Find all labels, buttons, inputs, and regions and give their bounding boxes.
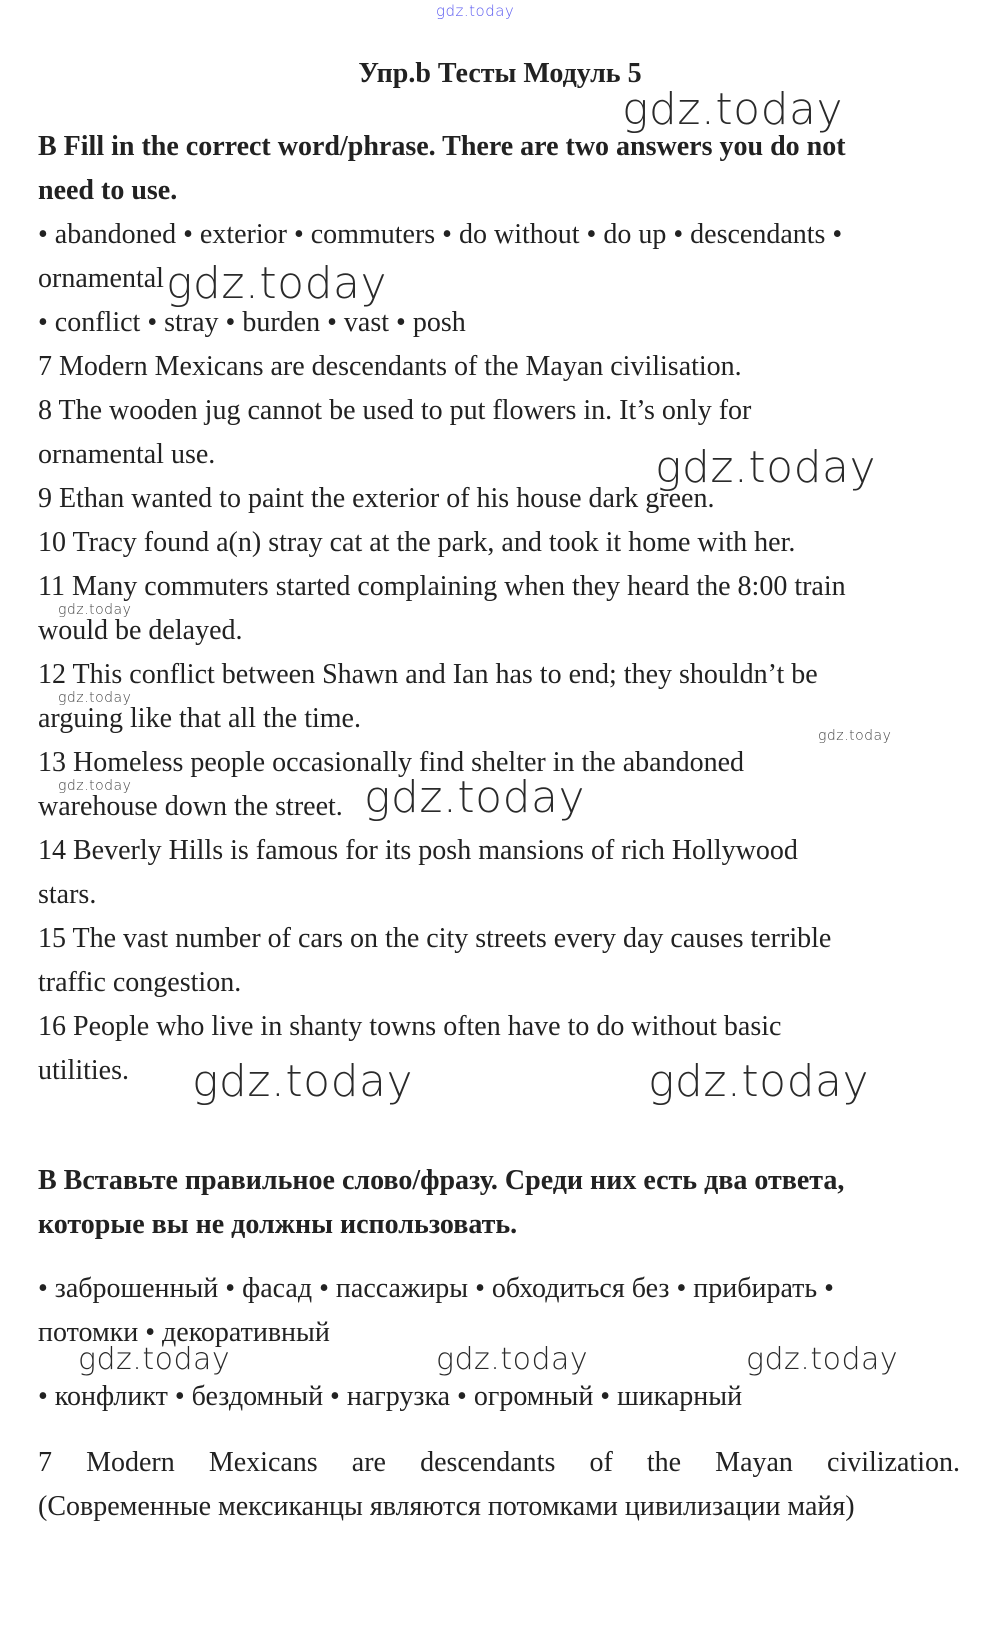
answer-line-ru: 7 Modern Mexicans are descendants of the Mayan civilization.	[38, 1447, 960, 1478]
word-bank: • conflict • stray • burden • vast • posh	[38, 307, 466, 338]
watermark: gdz.today	[818, 728, 892, 744]
page-title: Упр.b Тесты Модуль 5	[358, 58, 642, 89]
watermark-top: gdz.today	[436, 2, 515, 20]
watermark: gdz.today	[648, 1056, 870, 1107]
answer-line: warehouse down the street.	[38, 791, 343, 822]
watermark: gdz.today	[58, 602, 132, 618]
word-bank: • abandoned • exterior • commuters • do without • do up • descendants •	[38, 219, 843, 250]
answer-line: 13 Homeless people occasionally find shelter in the abandoned	[38, 747, 745, 778]
answer-line: utilities.	[38, 1055, 129, 1086]
exercise-heading-ru: B Вставьте правильное слово/фразу. Среди них есть два ответа,	[38, 1165, 845, 1196]
word-bank: ornamental	[38, 263, 164, 294]
answer-line: 10 Tracy found a(n) stray cat at the park, and took it home with her.	[38, 527, 796, 558]
answer-line: 9 Ethan wanted to paint the exterior of his house dark green.	[38, 483, 715, 514]
answer-line: 12 This conflict between Shawn and Ian has to end; they shouldn’t be	[38, 659, 818, 690]
answer-line: stars.	[38, 879, 97, 910]
answer-line: 15 The vast number of cars on the city streets every day causes terrible	[38, 923, 832, 954]
watermark: gdz.today	[622, 84, 844, 135]
answer-line: 14 Beverly Hills is famous for its posh mansions of rich Hollywood	[38, 835, 798, 866]
answer-line-ru: (Современные мексиканцы являются потомками цивилизации майя)	[38, 1491, 855, 1522]
answer-line: 11 Many commuters started complaining when they heard the 8:00 train	[38, 571, 846, 602]
answer-line: arguing like that all the time.	[38, 703, 361, 734]
answer-line: 7 Modern Mexicans are descendants of the Mayan civilisation.	[38, 351, 742, 382]
watermark: gdz.today	[364, 772, 586, 823]
exercise-heading-ru: которые вы не должны использовать.	[38, 1209, 518, 1240]
answer-line: traffic congestion.	[38, 967, 242, 998]
watermark: gdz.today	[58, 778, 132, 794]
word-bank-ru: потомки • декоративный	[38, 1317, 330, 1348]
watermark: gdz.today	[166, 258, 388, 309]
answer-line: would be delayed.	[38, 615, 243, 646]
answer-line: 16 People who live in shanty towns often have to do without basic	[38, 1011, 782, 1042]
word-bank-ru: • заброшенный • фасад • пассажиры • обходиться без • прибирать •	[38, 1273, 834, 1304]
exercise-heading: B Fill in the correct word/phrase. There are two answers you do not	[38, 131, 846, 162]
exercise-heading: need to use.	[38, 175, 178, 206]
watermark: gdz.today	[746, 1342, 899, 1377]
watermark: gdz.today	[436, 1342, 589, 1377]
watermark: gdz.today	[192, 1056, 414, 1107]
answer-line: 8 The wooden jug cannot be used to put flowers in. It’s only for	[38, 395, 752, 426]
watermark: gdz.today	[78, 1342, 231, 1377]
answer-line: ornamental use.	[38, 439, 216, 470]
watermark: gdz.today	[58, 690, 132, 706]
word-bank-ru: • конфликт • бездомный • нагрузка • огромный • шикарный	[38, 1381, 743, 1412]
watermark: gdz.today	[655, 442, 877, 493]
